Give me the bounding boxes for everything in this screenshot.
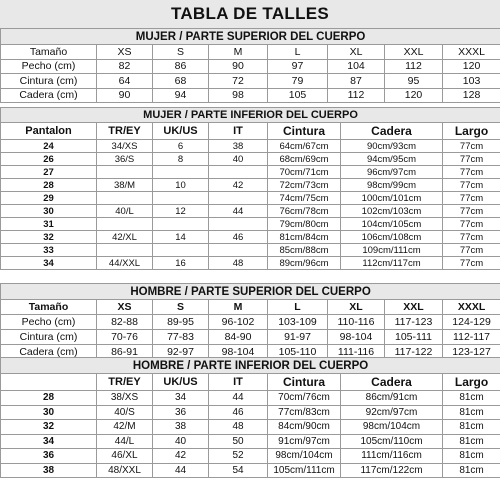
table-row <box>1 218 500 231</box>
table-cell <box>97 166 153 179</box>
row-label: 36 <box>1 449 97 464</box>
table-header-row <box>1 123 500 140</box>
table-cell: 82 <box>97 59 153 74</box>
table-cell: 70-76 <box>97 330 153 345</box>
header-cell: M <box>209 45 268 60</box>
section-heading: HOMBRE / PARTE INFERIOR DEL CUERPO <box>1 358 500 374</box>
table-cell: 112cm/117cm <box>341 257 443 270</box>
table-cell: 85cm/88cm <box>268 244 341 257</box>
header-cell: Largo <box>443 123 500 140</box>
table-cell: 81cm/84cm <box>268 231 341 244</box>
table-cell: 72 <box>209 74 268 89</box>
table-cell: 77cm <box>443 257 500 270</box>
row-label: Pecho (cm) <box>1 315 97 330</box>
table-cell: 123-127 <box>443 345 500 360</box>
table-cell: 74cm/75cm <box>268 192 341 205</box>
men-lower-table <box>0 357 500 478</box>
section-heading: HOMBRE / PARTE SUPERIOR DEL CUERPO <box>1 284 500 300</box>
table-cell: 6 <box>153 140 209 153</box>
table-header-row <box>1 45 500 60</box>
row-label: 27 <box>1 166 97 179</box>
table-cell: 44 <box>153 463 209 478</box>
row-label: 28 <box>1 391 97 406</box>
table-cell: 42 <box>209 179 268 192</box>
table-cell <box>97 192 153 205</box>
table-row <box>1 330 500 345</box>
table-cell: 105cm/111cm <box>268 463 341 478</box>
table-cell <box>209 192 268 205</box>
table-row <box>1 74 500 89</box>
row-label: 34 <box>1 257 97 270</box>
header-cell: Cintura <box>268 374 341 391</box>
header-cell: TR/EY <box>97 374 153 391</box>
table-cell: 81cm <box>443 391 500 406</box>
row-label: 28 <box>1 179 97 192</box>
header-cell: XS <box>97 300 153 315</box>
row-label: 24 <box>1 140 97 153</box>
table-cell: 12 <box>153 205 209 218</box>
table-row <box>1 88 500 103</box>
table-cell: 98-104 <box>209 345 268 360</box>
table-cell: 104 <box>328 59 385 74</box>
header-cell: Tamaño <box>1 300 97 315</box>
table-cell: 46 <box>209 231 268 244</box>
table-cell: 81cm <box>443 449 500 464</box>
header-cell: IT <box>209 123 268 140</box>
table-cell: 77cm <box>443 153 500 166</box>
table-cell: 112 <box>385 59 443 74</box>
table-cell: 44/L <box>97 434 153 449</box>
table-cell: 104cm/105cm <box>341 218 443 231</box>
header-cell: Largo <box>443 374 500 391</box>
table-cell: 76cm/78cm <box>268 205 341 218</box>
table-cell: 44/XXL <box>97 257 153 270</box>
table-cell <box>209 218 268 231</box>
table-row <box>1 244 500 257</box>
header-cell: XL <box>328 45 385 60</box>
table-cell: 89-95 <box>153 315 209 330</box>
table-cell: 128 <box>443 88 500 103</box>
header-cell: XS <box>97 45 153 60</box>
header-cell: UK/US <box>153 374 209 391</box>
table-header-row <box>1 300 500 315</box>
table-cell: 98 <box>209 88 268 103</box>
table-cell: 117-122 <box>385 345 443 360</box>
table-row <box>1 153 500 166</box>
row-label: 33 <box>1 244 97 257</box>
table-cell: 34 <box>153 391 209 406</box>
table-cell: 105-110 <box>268 345 328 360</box>
table-cell: 38/XS <box>97 391 153 406</box>
table-header-row <box>1 374 500 391</box>
header-cell: XXXL <box>443 45 500 60</box>
section-heading: MUJER / PARTE SUPERIOR DEL CUERPO <box>1 29 500 45</box>
table-cell: 77cm <box>443 179 500 192</box>
row-label: 30 <box>1 405 97 420</box>
table-cell: 44 <box>209 205 268 218</box>
table-cell: 98cm/99cm <box>341 179 443 192</box>
table-cell: 77cm <box>443 205 500 218</box>
table-row <box>1 449 500 464</box>
table-cell: 70cm/71cm <box>268 166 341 179</box>
header-cell: UK/US <box>153 123 209 140</box>
table-cell: 50 <box>209 434 268 449</box>
table-cell: 111cm/116cm <box>341 449 443 464</box>
table-cell: 70cm/76cm <box>268 391 341 406</box>
header-cell: TR/EY <box>97 123 153 140</box>
table-cell: 38/M <box>97 179 153 192</box>
row-label: 29 <box>1 192 97 205</box>
table-cell: 81cm <box>443 405 500 420</box>
table-cell: 40 <box>209 153 268 166</box>
table-cell: 86-91 <box>97 345 153 360</box>
table-cell: 90 <box>209 59 268 74</box>
table-cell: 81cm <box>443 434 500 449</box>
table-cell: 36/S <box>97 153 153 166</box>
table-cell: 40/S <box>97 405 153 420</box>
table-cell: 109cm/111cm <box>341 244 443 257</box>
table-cell: 84cm/90cm <box>268 420 341 435</box>
table-cell: 103 <box>443 74 500 89</box>
table-cell: 54 <box>209 463 268 478</box>
table-cell: 79cm/80cm <box>268 218 341 231</box>
table-cell: 79 <box>268 74 328 89</box>
table-row <box>1 166 500 179</box>
table-cell: 46/XL <box>97 449 153 464</box>
table-row <box>1 315 500 330</box>
header-cell: XXL <box>385 300 443 315</box>
table-cell: 81cm <box>443 420 500 435</box>
table-cell: 111-116 <box>328 345 385 360</box>
table-cell: 86cm/91cm <box>341 391 443 406</box>
table-cell: 77cm <box>443 244 500 257</box>
table-cell <box>209 166 268 179</box>
table-cell: 77cm <box>443 218 500 231</box>
table-cell: 86 <box>153 59 209 74</box>
row-label: Cadera (cm) <box>1 88 97 103</box>
table-cell: 77cm <box>443 231 500 244</box>
table-row <box>1 59 500 74</box>
header-cell: Cintura <box>268 123 341 140</box>
table-cell: 42 <box>153 449 209 464</box>
table-cell: 42/XL <box>97 231 153 244</box>
table-cell: 112-117 <box>443 330 500 345</box>
table-cell: 103-109 <box>268 315 328 330</box>
section-heading: MUJER / PARTE INFERIOR DEL CUERPO <box>1 108 500 123</box>
row-label: 38 <box>1 463 97 478</box>
table-cell: 96-102 <box>209 315 268 330</box>
table-cell: 77cm <box>443 192 500 205</box>
table-row <box>1 434 500 449</box>
table-cell: 98-104 <box>328 330 385 345</box>
table-cell <box>209 244 268 257</box>
header-cell: L <box>268 300 328 315</box>
table-cell: 95 <box>385 74 443 89</box>
row-label: Cintura (cm) <box>1 74 97 89</box>
table-row <box>1 140 500 153</box>
table-cell: 64 <box>97 74 153 89</box>
header-cell: XXL <box>385 45 443 60</box>
table-cell: 77-83 <box>153 330 209 345</box>
table-cell: 105 <box>268 88 328 103</box>
page-title: TABLA DE TALLES <box>0 0 500 29</box>
table-cell: 38 <box>209 140 268 153</box>
table-cell: 64cm/67cm <box>268 140 341 153</box>
table-cell: 117-123 <box>385 315 443 330</box>
table-cell: 81cm <box>443 463 500 478</box>
table-cell: 106cm/108cm <box>341 231 443 244</box>
table-cell: 8 <box>153 153 209 166</box>
table-cell <box>153 166 209 179</box>
table-cell: 98cm/104cm <box>341 420 443 435</box>
header-cell: M <box>209 300 268 315</box>
table-cell: 72cm/73cm <box>268 179 341 192</box>
women-lower-table <box>0 107 500 270</box>
table-cell: 48 <box>209 420 268 435</box>
row-label: 32 <box>1 231 97 244</box>
table-cell: 77cm/83cm <box>268 405 341 420</box>
table-cell: 68cm/69cm <box>268 153 341 166</box>
table-cell: 94cm/95cm <box>341 153 443 166</box>
table-row <box>1 205 500 218</box>
table-cell: 48 <box>209 257 268 270</box>
table-cell: 40 <box>153 434 209 449</box>
row-label: 26 <box>1 153 97 166</box>
table-row <box>1 179 500 192</box>
table-cell: 84-90 <box>209 330 268 345</box>
table-cell: 46 <box>209 405 268 420</box>
table-cell: 34/XS <box>97 140 153 153</box>
table-row <box>1 257 500 270</box>
table-cell: 87 <box>328 74 385 89</box>
table-cell: 98cm/104cm <box>268 449 341 464</box>
table-cell: 91-97 <box>268 330 328 345</box>
header-cell: Cadera <box>341 123 443 140</box>
table-cell: 52 <box>209 449 268 464</box>
table-cell: 110-116 <box>328 315 385 330</box>
row-label: Cintura (cm) <box>1 330 97 345</box>
table-row <box>1 231 500 244</box>
table-cell: 42/M <box>97 420 153 435</box>
row-label: Pecho (cm) <box>1 59 97 74</box>
men-upper-table <box>0 283 500 360</box>
table-cell: 94 <box>153 88 209 103</box>
table-cell: 102cm/103cm <box>341 205 443 218</box>
row-label: 31 <box>1 218 97 231</box>
table-cell: 124-129 <box>443 315 500 330</box>
table-cell: 77cm <box>443 166 500 179</box>
header-cell: L <box>268 45 328 60</box>
table-cell: 14 <box>153 231 209 244</box>
header-cell: IT <box>209 374 268 391</box>
table-cell: 97 <box>268 59 328 74</box>
table-cell: 120 <box>443 59 500 74</box>
header-cell <box>1 374 97 391</box>
table-row <box>1 463 500 478</box>
header-cell: S <box>153 300 209 315</box>
table-cell: 40/L <box>97 205 153 218</box>
table-cell: 38 <box>153 420 209 435</box>
row-label: 34 <box>1 434 97 449</box>
table-row <box>1 420 500 435</box>
table-cell: 100cm/101cm <box>341 192 443 205</box>
table-cell: 96cm/97cm <box>341 166 443 179</box>
table-row <box>1 391 500 406</box>
table-cell: 77cm <box>443 140 500 153</box>
table-cell: 10 <box>153 179 209 192</box>
table-cell: 117cm/122cm <box>341 463 443 478</box>
table-cell: 112 <box>328 88 385 103</box>
table-cell: 120 <box>385 88 443 103</box>
header-cell: Pantalon <box>1 123 97 140</box>
table-cell: 92cm/97cm <box>341 405 443 420</box>
table-cell: 90 <box>97 88 153 103</box>
table-cell <box>97 218 153 231</box>
table-cell <box>153 244 209 257</box>
table-cell <box>153 192 209 205</box>
table-cell: 36 <box>153 405 209 420</box>
table-cell: 105-111 <box>385 330 443 345</box>
table-row <box>1 405 500 420</box>
table-cell: 82-88 <box>97 315 153 330</box>
row-label: 32 <box>1 420 97 435</box>
table-row <box>1 192 500 205</box>
header-cell: XXXL <box>443 300 500 315</box>
header-cell: XL <box>328 300 385 315</box>
header-cell: Tamaño <box>1 45 97 60</box>
table-cell: 48/XXL <box>97 463 153 478</box>
table-cell <box>153 218 209 231</box>
table-cell: 92-97 <box>153 345 209 360</box>
table-cell: 91cm/97cm <box>268 434 341 449</box>
table-cell <box>97 244 153 257</box>
header-cell: S <box>153 45 209 60</box>
header-cell: Cadera <box>341 374 443 391</box>
row-label: 30 <box>1 205 97 218</box>
table-cell: 89cm/96cm <box>268 257 341 270</box>
table-cell: 90cm/93cm <box>341 140 443 153</box>
table-cell: 44 <box>209 391 268 406</box>
row-label: Cadera (cm) <box>1 345 97 360</box>
table-cell: 68 <box>153 74 209 89</box>
women-upper-table <box>0 28 500 103</box>
table-cell: 16 <box>153 257 209 270</box>
table-cell: 105cm/110cm <box>341 434 443 449</box>
